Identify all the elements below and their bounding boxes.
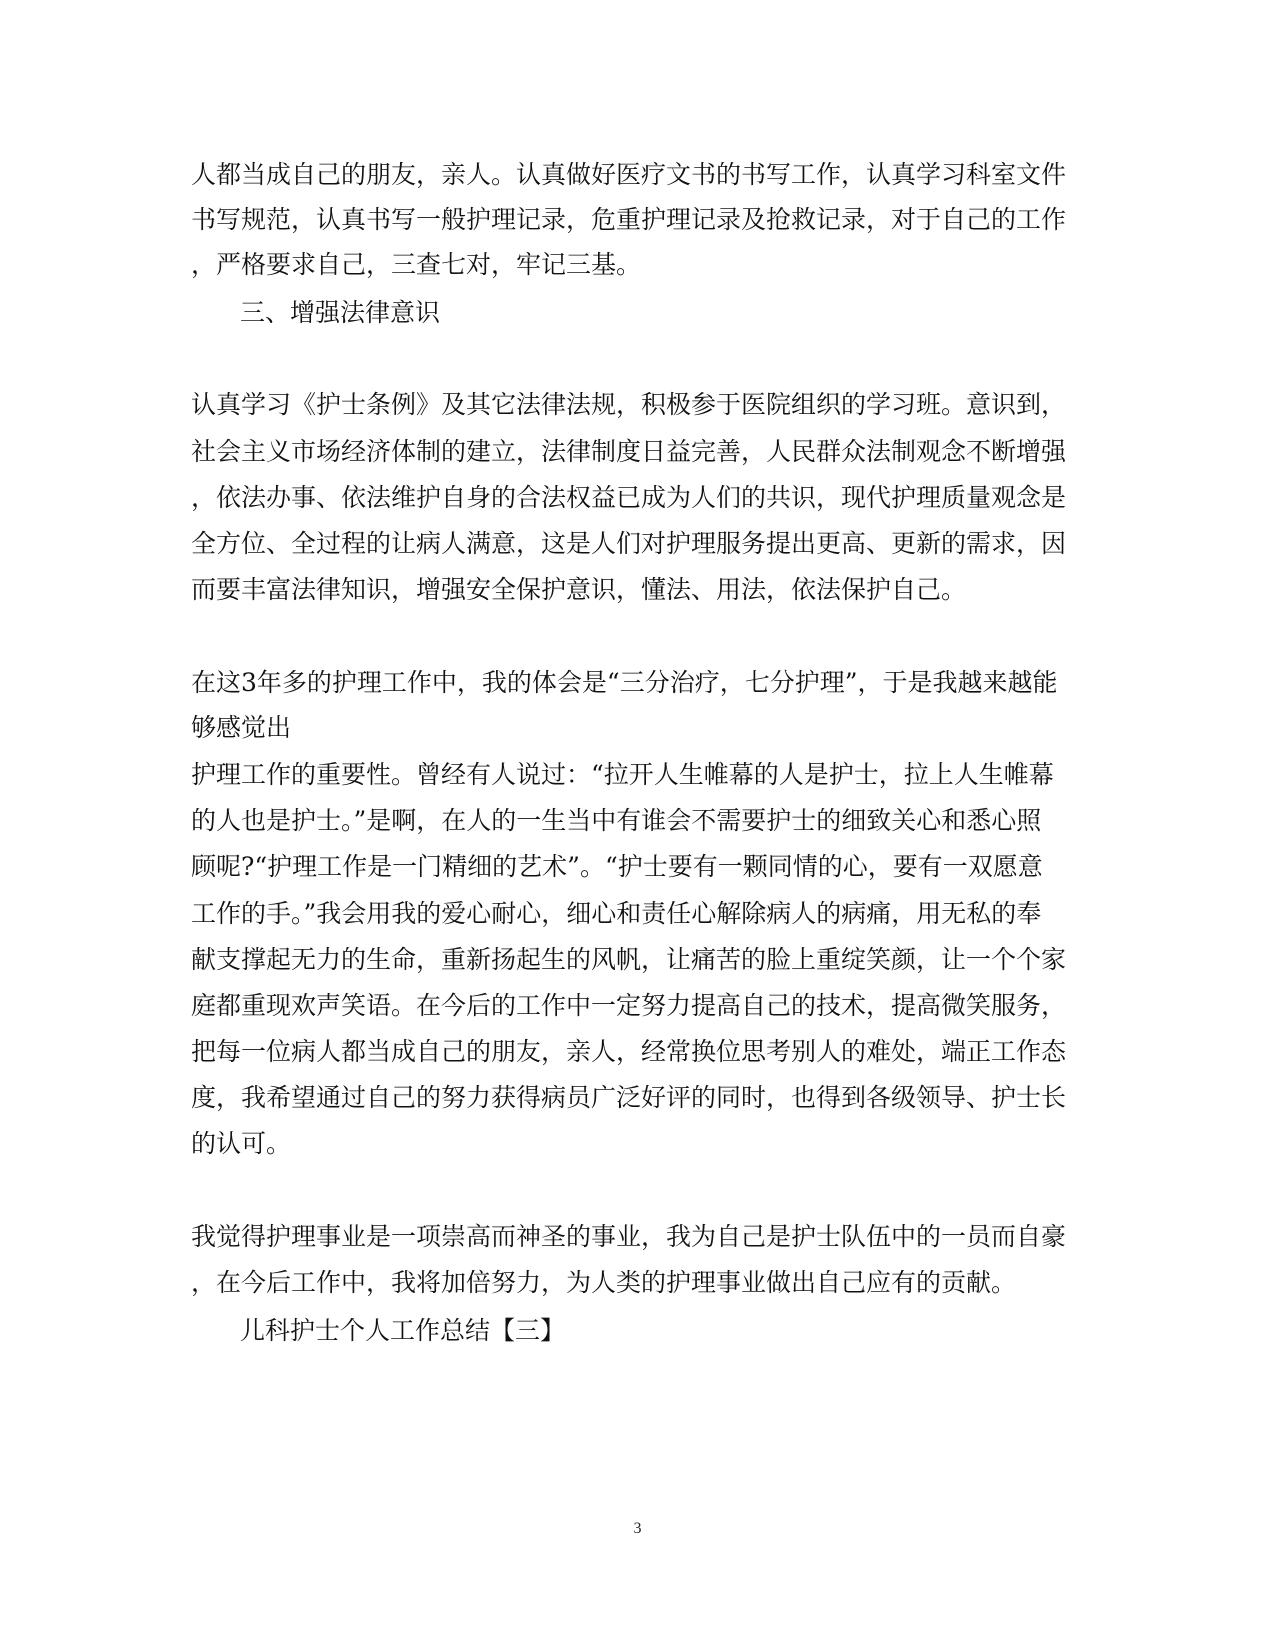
text-line: 人都当成自己的朋友，亲人。认真做好医疗文书的书写工作，认真学习科室文件	[191, 160, 1067, 189]
text-line: ，严格要求自己，三查七对，牢记三基。	[191, 250, 642, 279]
text-line: 全方位、全过程的让病人满意，这是人们对护理服务提出更高、更新的需求，因	[191, 529, 1067, 558]
text-line: 而要丰富法律知识，增强安全保护意识，懂法、用法，依法保护自己。	[191, 575, 967, 604]
text-line: 顾呢?“护理工作是一门精细的艺术”。“护士要有一颗同情的心，要有一双愿意	[191, 852, 1043, 881]
text-line: ，在今后工作中，我将加倍努力，为人类的护理事业做出自己应有的贡献。	[191, 1268, 1017, 1297]
text-line: 护理工作的重要性。曾经有人说过：“拉开人生帷幕的人是护士，拉上人生帷幕	[191, 760, 1054, 789]
text-line: 的认可。	[191, 1129, 292, 1158]
text-line: 我觉得护理事业是一项崇高而神圣的事业，我为自己是护士队伍中的一员而自豪	[191, 1222, 1067, 1251]
text-line: 书写规范，认真书写一般护理记录，危重护理记录及抢救记录，对于自己的工作	[191, 205, 1067, 234]
text-line: 度，我希望通过自己的努力获得病员广泛好评的同时，也得到各级领导、护士长	[191, 1083, 1067, 1112]
text-line: 献支撑起无力的生命，重新扬起生的风帆，让痛苦的脸上重绽笑颜，让一个个家	[191, 945, 1067, 974]
text-line: 在这3年多的护理工作中，我的体会是“三分治疗，七分护理”，于是我越来越能	[191, 668, 1058, 697]
text-line: 庭都重现欢声笑语。在今后的工作中一定努力提高自己的技术，提高微笑服务，	[191, 991, 1067, 1020]
section-title: 儿科护士个人工作总结【三】	[240, 1316, 566, 1345]
text-line: 的人也是护士。”是啊，在人的一生当中有谁会不需要护士的细致关心和悉心照	[191, 806, 1042, 835]
text-line: 把每一位病人都当成自己的朋友，亲人，经常换位思考别人的难处，端正工作态	[191, 1037, 1067, 1066]
text-line: 认真学习《护士条例》及其它法律法规，积极参于医院组织的学习班。意识到，	[191, 390, 1067, 419]
page-number: 3	[633, 1520, 642, 1537]
section-heading: 三、增强法律意识	[240, 298, 441, 327]
text-line: 够感觉出	[191, 713, 292, 742]
text-line: 社会主义市场经济体制的建立，法律制度日益完善，人民群众法制观念不断增强	[191, 437, 1067, 466]
text-line: 工作的手。”我会用我的爱心耐心，细心和责任心解除病人的病痛，用无私的奉	[191, 899, 1042, 928]
text-line: ，依法办事、依法维护自身的合法权益已成为人们的共识，现代护理质量观念是	[191, 483, 1067, 512]
